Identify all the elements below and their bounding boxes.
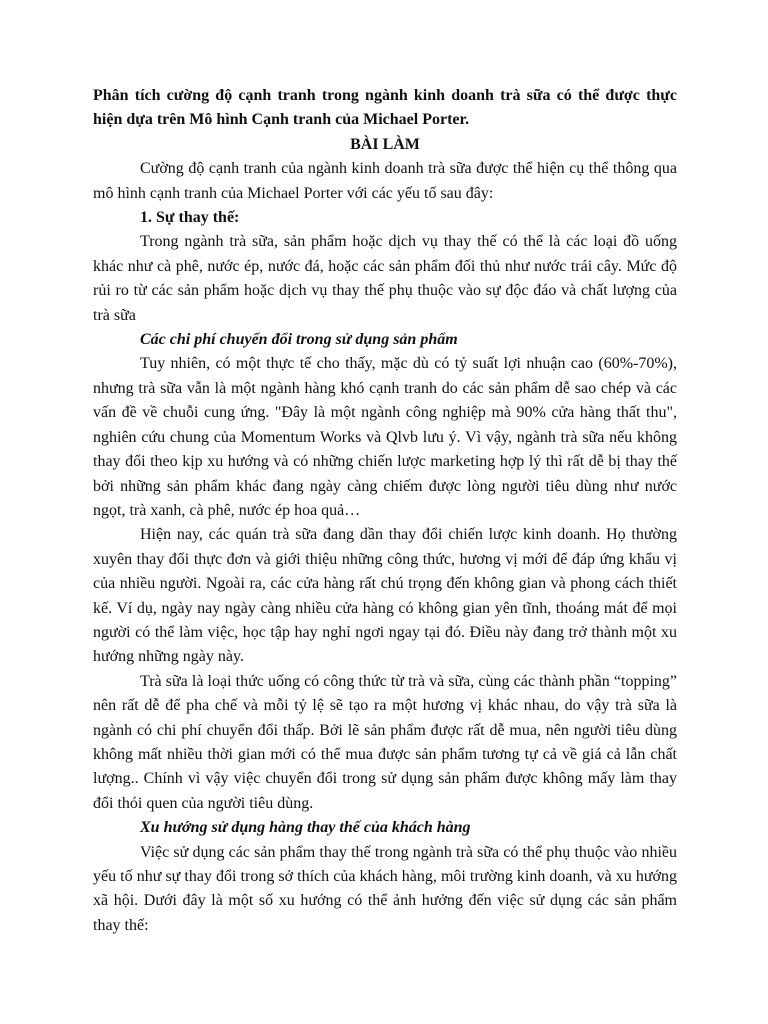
- switching-costs-paragraph-1: Tuy nhiên, có một thực tế cho thấy, mặc dù có tỷ suất lợi nhuận cao (60%-70%), nhưng trà sữa vẫn là một ngành hàng khó cạnh tranh do các sản phẩm dễ sao chép và các vấn đề về chuỗi cung ứng. "Đây là một ngành công nghiệp mà 90% cửa hàng thất thu", nghiên cứu chung của Momentum Works và Qlvb lưu ý. Vì vậy, ngành trà sữa nếu không thay đổi theo kịp xu hướng và có những chiến lược marketing hợp lý thì rất dễ bị thay thế bởi những sản phẩm khác đang ngày càng chiếm được lòng người tiêu dùng như nước ngọt, trà xanh, cà phê, nước ép hoa quả…: [93, 355, 677, 519]
- intro-paragraph: Cường độ cạnh tranh của ngành kinh doanh trà sữa được thể hiện cụ thể thông qua mô hình cạnh tranh của Michael Porter với các yếu tố sau đây:: [93, 160, 677, 202]
- main-heading: BÀI LÀM: [350, 135, 420, 153]
- substitution-paragraph: Trong ngành trà sữa, sản phẩm hoặc dịch vụ thay thế có thể là các loại đồ uống khác như cà phê, nước ép, nước đá, hoặc các sản phẩm đối thủ như nước trái cây. Mức độ rủi ro từ các sản phẩm hoặc dịch vụ thay thế phụ thuộc vào sự độc đáo và chất lượng của trà sữa: [93, 233, 677, 324]
- switching-costs-paragraph-3: Trà sữa là loại thức uống có công thức từ trà và sữa, cùng các thành phần “topping” nên rất dễ để pha chế và mỗi tỷ lệ sẽ tạo ra một hương vị khác nhau, do vậy trà sữa là ngành có chi phí chuyển đổi thấp. Bởi lẽ sản phẩm được rất dễ mua, nên người tiêu dùng không mất nhiều thời gian mới có thể mua được sản phẩm tương tự cả về giá cả lẫn chất lượng.. Chính vì vậy việc chuyển đổi trong sử dụng sản phẩm được không mấy làm thay đổi thói quen của người tiêu dùng.: [93, 672, 677, 812]
- switching-costs-paragraph-2: Hiện nay, các quán trà sữa đang dần thay đổi chiến lược kinh doanh. Họ thường xuyên thay đổi thực đơn và giới thiệu những công thức, hương vị mới để đáp ứng khẩu vị của nhiều người. Ngoài ra, các cửa hàng rất chú trọng đến không gian và phong cách thiết kế. Ví dụ, ngày nay ngày càng nhiều cửa hàng có không gian yên tĩnh, thoáng mát để mọi người có thể làm việc, học tập hay nghỉ ngơi ngay tại đó. Điều này đang trở thành một xu hướng những ngày này.: [93, 526, 677, 666]
- document-title: Phân tích cường độ cạnh tranh trong ngành kinh doanh trà sữa có thể được thực hiện dựa trên Mô hình Cạnh tranh của Michael Porter.: [93, 87, 677, 129]
- substitute-trend-paragraph: Việc sử dụng các sản phẩm thay thế trong ngành trà sữa có thể phụ thuộc vào nhiều yếu tố như sự thay đổi trong sở thích của khách hàng, môi trường kinh doanh, và xu hướng xã hội. Dưới đây là một số xu hướng có thể ảnh hưởng đến việc sử dụng các sản phẩm thay thế:: [93, 843, 677, 934]
- section-heading-switching-costs: Các chi phí chuyển đổi trong sử dụng sản phẩm: [140, 331, 458, 349]
- section-heading-substitution: 1. Sự thay thế:: [140, 209, 240, 227]
- section-heading-substitute-trend: Xu hướng sử dụng hàng thay thế của khách hàng: [140, 819, 471, 837]
- document-page: [93, 84, 677, 938]
